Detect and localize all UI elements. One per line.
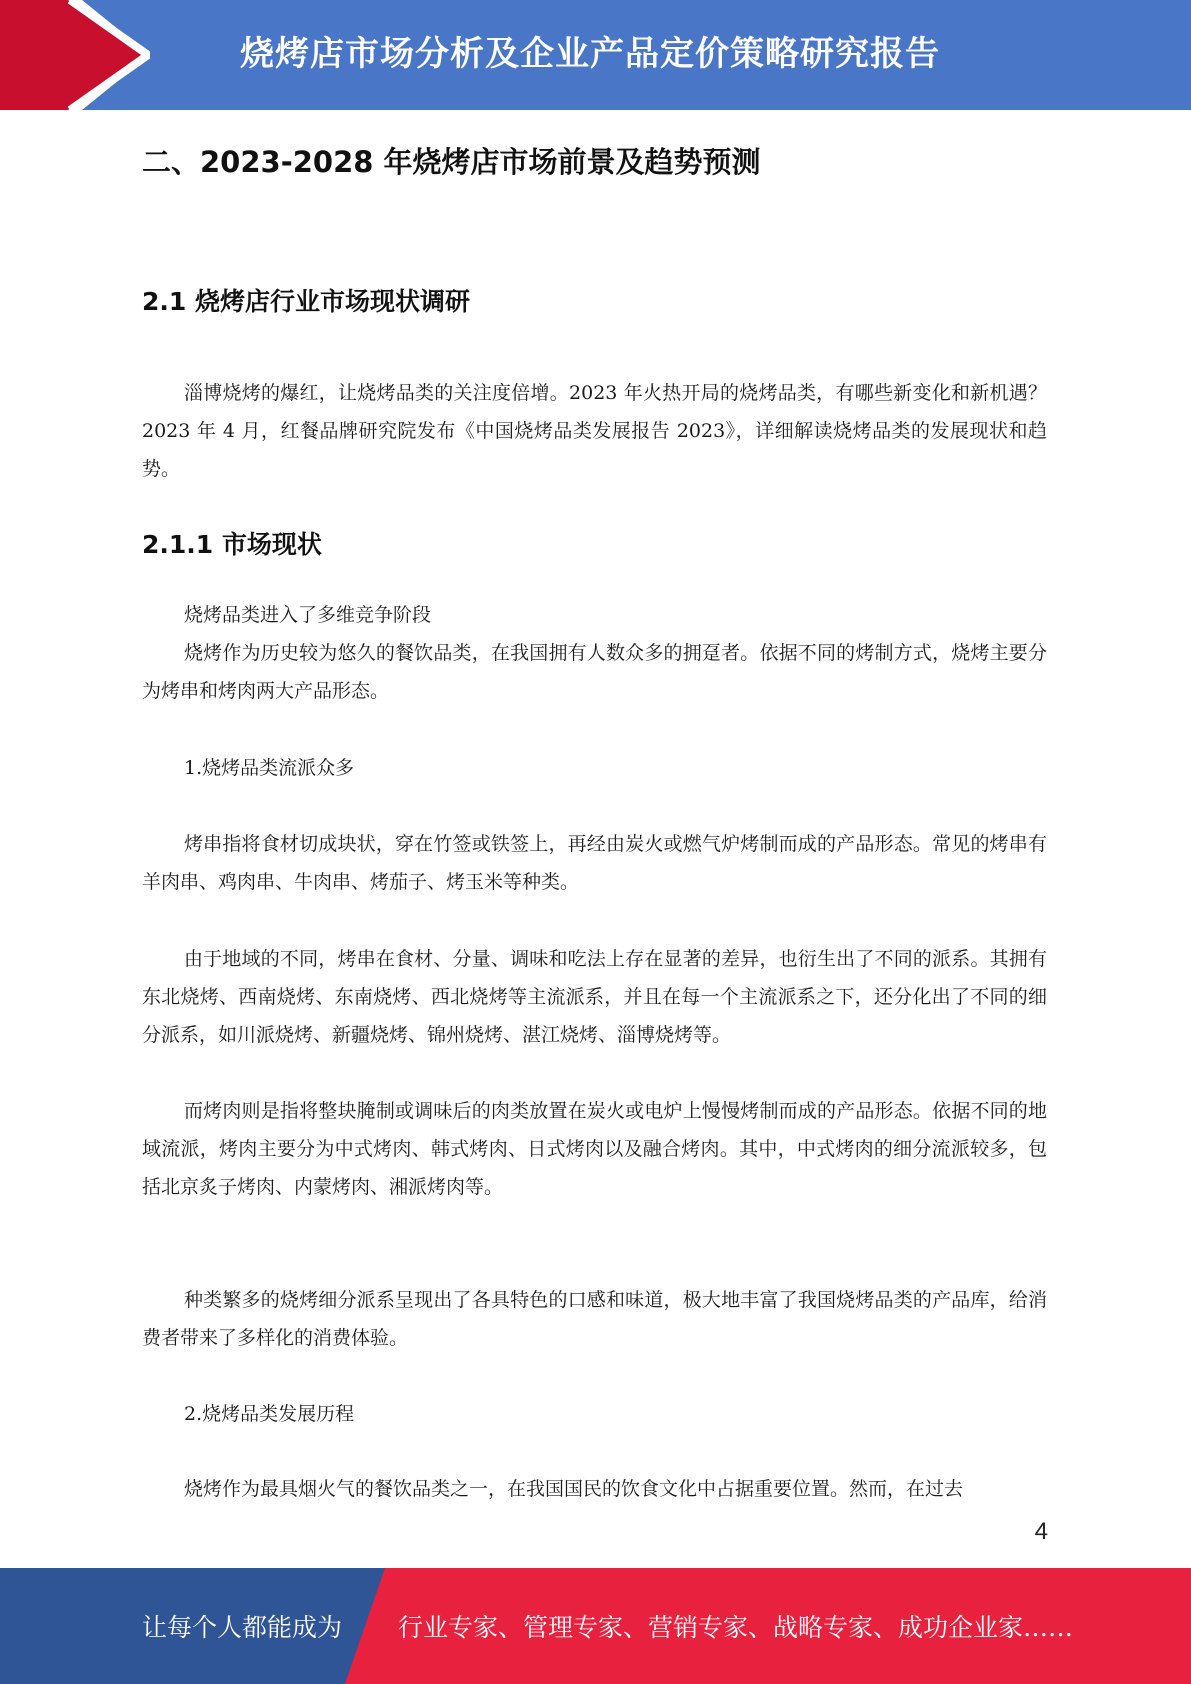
page-number: 4 [1034, 1518, 1048, 1545]
header-arrow-decoration [0, 0, 150, 110]
subsection-title: 2.1 烧烤店行业市场现状调研 [142, 287, 470, 316]
paragraph: 烧烤作为历史较为悠久的餐饮品类，在我国拥有人数众多的拥趸者。依据不同的烤制方式，烧烤主要分为烤串和烤肉两大产品形态。 [142, 642, 1047, 702]
report-title: 烧烤店市场分析及企业产品定价策略研究报告 [240, 34, 940, 74]
section-title: 二、2023-2028 年烧烤店市场前景及趋势预测 [142, 145, 761, 179]
list-heading: 1.烧烤品类流派众多 [184, 757, 355, 779]
subsubsection-title: 2.1.1 市场现状 [142, 530, 322, 559]
footer-slogan-right: 行业专家、管理专家、营销专家、战略专家、成功企业家…… [398, 1613, 1074, 1642]
page-footer [0, 1568, 1191, 1684]
list-heading: 2.烧烤品类发展历程 [184, 1403, 355, 1425]
footer-slogan-left: 让每个人都能成为 [142, 1613, 343, 1642]
paragraph: 而烤肉则是指将整块腌制或调味后的肉类放置在炭火或电炉上慢慢烤制而成的产品形态。依据不同的地域流派，烤肉主要分为中式烤肉、韩式烤肉、日式烤肉以及融合烤肉。其中，中式烤肉的细分流派较多，包括北京炙子烤肉、内蒙烤肉、湘派烤肉等。 [142, 1100, 1047, 1198]
paragraph: 烤串指将食材切成块状，穿在竹签或铁签上，再经由炭火或燃气炉烤制而成的产品形态。常见的烤串有羊肉串、鸡肉串、牛肉串、烤茄子、烤玉米等种类。 [142, 833, 1047, 893]
page-header [0, 0, 1191, 110]
paragraph: 由于地域的不同，烤串在食材、分量、调味和吃法上存在显著的差异，也衍生出了不同的派系。其拥有东北烧烤、西南烧烤、东南烧烤、西北烧烤等主流派系，并且在每一个主流派系之下，还分化出了不同的细分派系，如川派烧烤、新疆烧烤、锦州烧烤、湛江烧烤、淄博烧烤等。 [142, 948, 1047, 1046]
paragraph: 种类繁多的烧烤细分派系呈现出了各具特色的口感和味道，极大地丰富了我国烧烤品类的产品库，给消费者带来了多样化的消费体验。 [142, 1289, 1047, 1349]
intro-paragraph: 淄博烧烤的爆红，让烧烤品类的关注度倍增。2023 年火热开局的烧烤品类，有哪些新变化和新机遇？2023 年 4 月，红餐品牌研究院发布《中国烧烤品类发展报告 2023》，详细解读烧烤品类的发展现状和趋势。 [142, 382, 1047, 480]
paragraph: 烧烤品类进入了多维竞争阶段 [184, 604, 432, 626]
paragraph: 烧烤作为最具烟火气的餐饮品类之一，在我国国民的饮食文化中占据重要位置。然而，在过去 [184, 1478, 964, 1500]
